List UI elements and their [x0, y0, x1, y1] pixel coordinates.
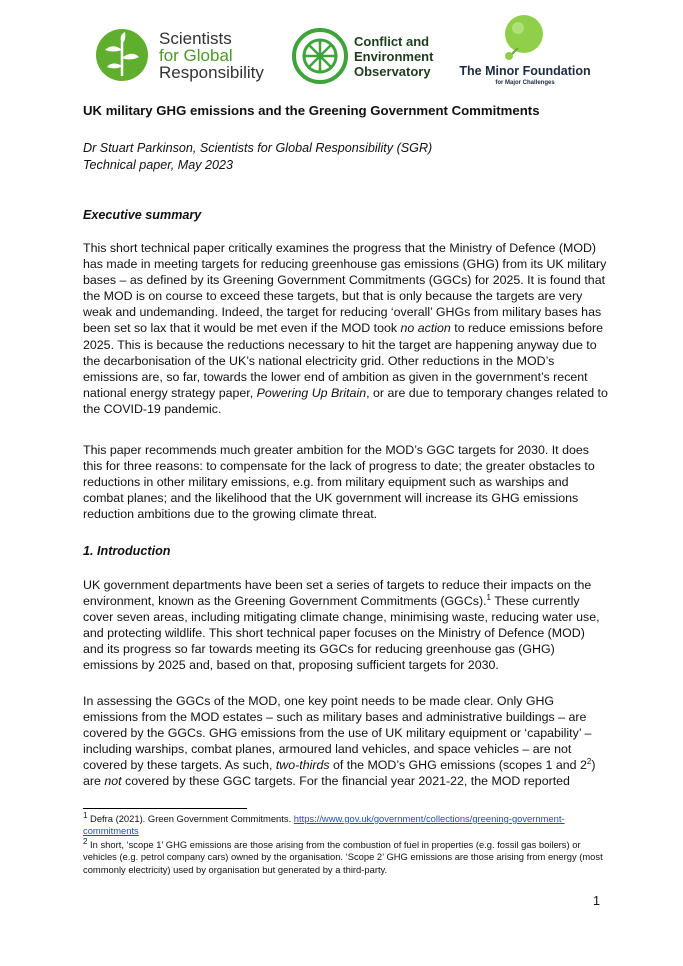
text-run: of the MOD’s GHG emissions (scopes 1 and 2 — [329, 758, 587, 773]
minor-tagline: for Major Challenges — [495, 80, 555, 86]
author-block — [83, 140, 432, 174]
document-title: UK military GHG emissions and the Greening Government Commitments — [83, 103, 540, 118]
footnote-text: Defra (2021). Green Government Commitments. — [87, 813, 294, 824]
minor-foundation-logo — [455, 14, 595, 94]
footnote-number: 2 — [83, 836, 88, 846]
footnote-number: 1 — [83, 810, 88, 820]
intro-para-2 — [83, 693, 608, 790]
text-run: This short technical paper critically examines the progress that the Ministry of Defence (MOD) has made in meeting targets for reducing greenhouse gas emissions (GHG) from its UK military bases – as defined by its Greening Government Commitments (GGCs) for 2025. It is found that the MOD is on course to exceed these targets, but that is only because the targets are very weak and undemanding. Indeed, the target for reducing ‘overall’ GHGs from military bases has been set so lax that it would be met even if the MOD took — [83, 241, 607, 336]
footnote-2 — [83, 836, 608, 876]
footnote-ref[interactable]: 1 — [486, 592, 491, 602]
text-run: , or are due to temporary changes related to the COVID-19 pandemic. — [83, 385, 608, 416]
header-logos — [90, 14, 600, 94]
ceo-logo — [292, 28, 452, 88]
sgr-line3: Responsibility — [159, 63, 264, 82]
sgr-logo — [95, 28, 285, 94]
ceo-globe-icon — [292, 28, 348, 84]
emphasis: two-thirds — [275, 758, 330, 773]
footnote-link[interactable]: https://www.gov.uk/government/collections/greening-government-commitments — [83, 813, 565, 837]
footnote-ref[interactable]: 2 — [586, 757, 592, 767]
intro-para-1 — [83, 577, 608, 674]
footnote-1 — [83, 810, 608, 838]
exec-summary-para-1 — [83, 240, 608, 417]
footnotes — [83, 810, 608, 877]
sgr-leaf-icon — [95, 28, 149, 82]
text-run: to reduce emissions before 2025. This is because the reductions necessary to hit the target are happening anyway due to the decarbonisation of the UK’s national electricity grid. Other reductions in the MOD’s emissions are, so far, towards the lower end of ambition as given in the government’s recent national energy strategy paper, — [83, 321, 604, 400]
text-run: This paper recommends much greater ambition for the MOD’s GGC targets for 2030. It does this for three reasons: to compensate for the lack of progress to date; the greater obstacles to reductions in other military emissions, e.g. from military equipment such as warships and combat planes; and the likelihood that the UK government will increase its GHG emissions reduction ambitions due to the growing climate threat. — [83, 443, 595, 522]
text-run: ) are — [83, 758, 596, 789]
ceo-line2: Environment — [354, 49, 434, 64]
footnote-divider — [83, 808, 247, 809]
minor-name: The Minor Foundation — [459, 64, 591, 78]
exec-summary-para-2 — [83, 442, 608, 522]
emphasis: not — [104, 774, 122, 789]
sgr-line1: Scientists — [159, 29, 232, 48]
author-line: Dr Stuart Parkinson, Scientists for Global Responsibility (SGR) — [83, 141, 433, 155]
emphasis: Powering Up Britain — [256, 385, 367, 400]
text-run: These currently cover seven areas, including mitigating climate change, minimising waste, reducing water use, and protecting wildlife. This short technical paper focuses on the Ministry of Defence (MOD) and its progress so far towards meeting its GGCs for reducing greenhouse gas (GHG) emissions by 2025 and, based on that, proposing sufficient targets for 2030. — [83, 594, 600, 673]
ceo-line3: Observatory — [354, 64, 431, 79]
page-number: 1 — [593, 894, 601, 908]
footnote-text: In short, ‘scope 1’ GHG emissions are those arising from the combustion of fuel in properties (e.g. fossil gas boilers) or vehicles (e.g. petrol company cars) owned by the organisation. ‘Scope 2’ GHG emissions are those arising from energy (most commonly electricity) used by organisation but generated by a third-party. — [83, 838, 603, 875]
ceo-line1: Conflict and — [354, 34, 430, 49]
minor-ball-icon — [502, 14, 546, 62]
emphasis: no action — [400, 321, 451, 336]
exec-summary-heading: Executive summary — [83, 208, 202, 222]
text-run: covered by these GGC targets. For the financial year 2021-22, the MOD reported — [121, 774, 570, 789]
sgr-line2: for Global — [159, 46, 233, 65]
intro-heading: 1. Introduction — [83, 544, 171, 558]
paper-type-line: Technical paper, May 2023 — [83, 158, 234, 172]
text-run: UK government departments have been set a series of targets to reduce their impacts on the environment, known as the Greening Government Commitments (GGCs). — [83, 578, 592, 609]
text-run: In assessing the GGCs of the MOD, one key point needs to be made clear. Only GHG emissions from the MOD estates – such as military bases and administrative buildings – are covered by the GGCs. GHG emissions from the use of UK military equipment or ‘capability’ – including warships, combat planes, armoured land vehicles, and space vehicles – are not covered by these targets. As such, — [83, 694, 592, 773]
